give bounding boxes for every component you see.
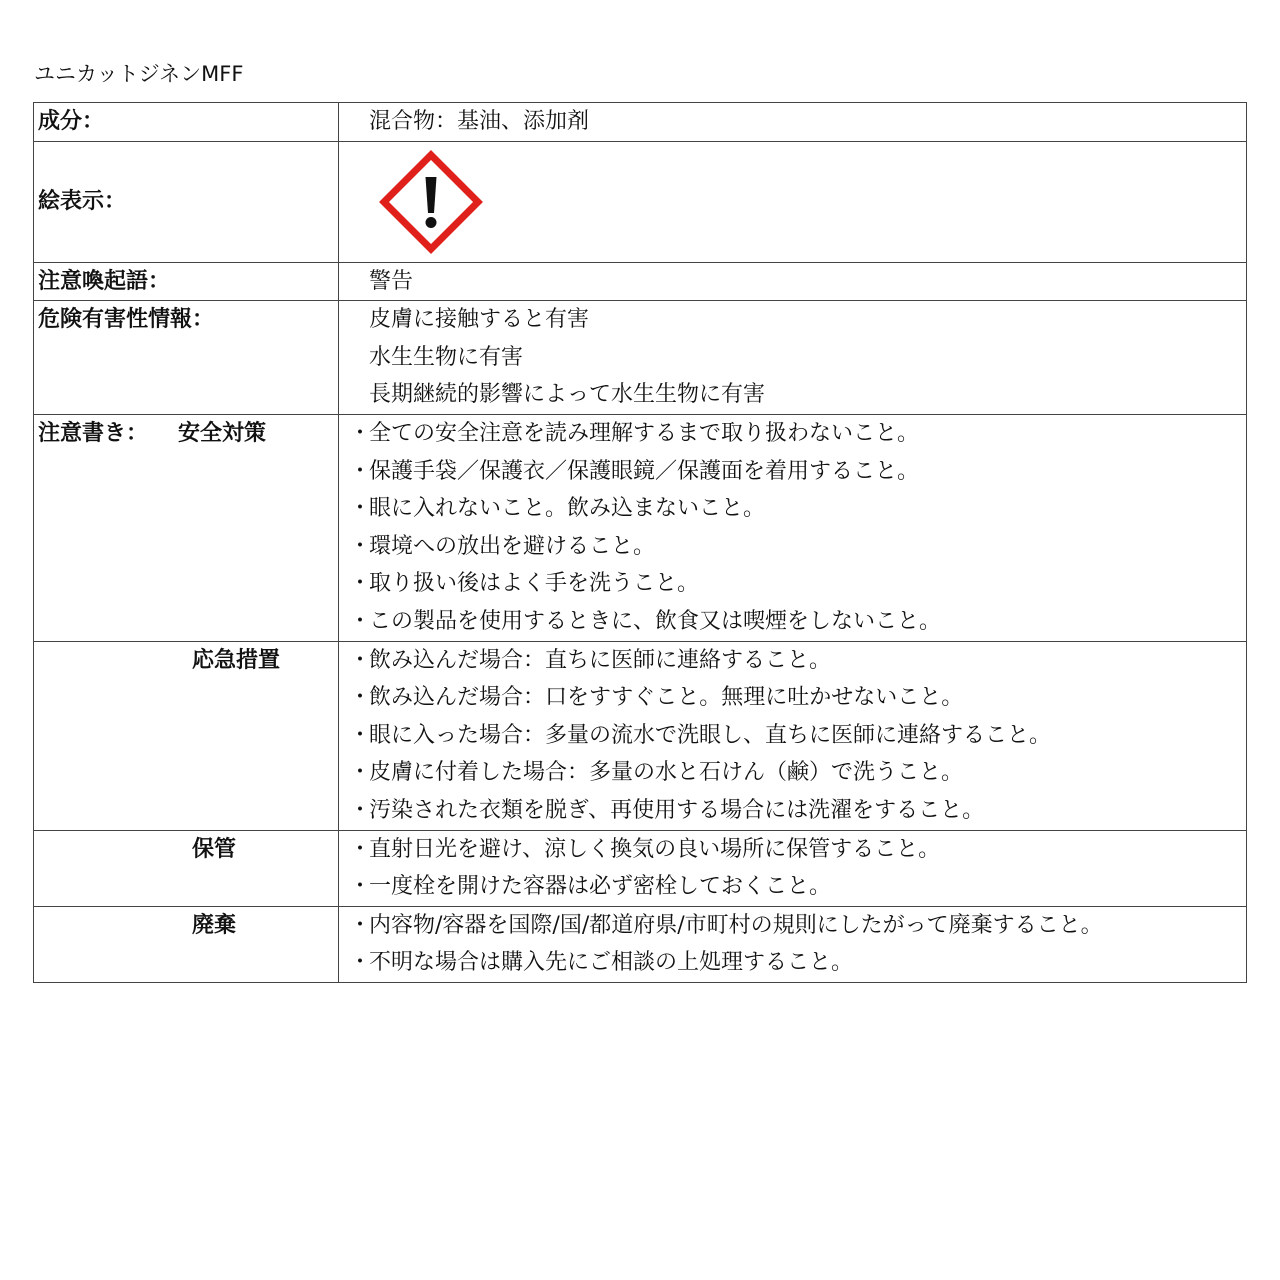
ingredients-label: 成分： xyxy=(34,103,339,142)
hazard-statement: 水生生物に有害 xyxy=(369,344,524,370)
storage-list xyxy=(339,830,1247,906)
hazard-statement: 長期継続的影響によって水生生物に有害 xyxy=(369,382,766,408)
precaution-statement: ・内容物/容器を国際/国/都道府県/市町村の規則にしたがって廃棄すること。 xyxy=(349,912,1103,938)
precaution-statement: ・保護手袋／保護衣／保護眼鏡／保護面を着用すること。 xyxy=(349,458,920,484)
hazard-info-list xyxy=(339,301,1247,415)
precaution-disposal-row xyxy=(34,906,1247,982)
precaution-statement: ・皮膚に付着した場合：多量の水と石けん（鹸）で洗うこと。 xyxy=(349,760,964,786)
precaution-statement: ・汚染された衣類を脱ぎ、再使用する場合には洗濯をすること。 xyxy=(349,797,985,823)
precaution-statement: ・この製品を使用するときに、飲食又は喫煙をしないこと。 xyxy=(349,608,942,634)
signal-word-label: 注意喚起語： xyxy=(34,262,339,301)
document-title: ユニカットジネンMFF xyxy=(34,62,244,86)
hazard-statement: 皮膚に接触すると有害 xyxy=(369,307,590,333)
precaution-statement: ・不明な場合は購入先にご相談の上処理すること。 xyxy=(349,950,854,976)
disposal-label: 廃棄 xyxy=(34,906,339,982)
precaution-statement: ・環境への放出を避けること。 xyxy=(349,533,656,559)
pictogram-row xyxy=(34,141,1247,262)
ingredients-row xyxy=(34,103,1247,142)
hazard-info-label: 危険有害性情報： xyxy=(34,301,339,415)
sds-table xyxy=(33,102,1247,983)
safety-measures-label: 安全対策 xyxy=(178,420,267,446)
signal-word-value: 警告 xyxy=(339,262,1247,301)
precautions-label: 注意書き： xyxy=(38,420,149,446)
precaution-statement: ・取り扱い後はよく手を洗うこと。 xyxy=(349,571,700,597)
precaution-statement: ・飲み込んだ場合：口をすすぐこと。無理に吐かせないこと。 xyxy=(349,685,964,711)
emergency-response-label: 応急措置 xyxy=(34,641,339,830)
precaution-statement: ・眼に入った場合：多量の流水で洗眼し、直ちに医師に連絡すること。 xyxy=(349,722,1052,748)
precaution-emergency-row xyxy=(34,641,1247,830)
hazard-info-row xyxy=(34,301,1247,415)
exclamation-mark-hazard-icon xyxy=(379,150,483,254)
precaution-statement: ・眼に入れないこと。飲み込まないこと。 xyxy=(349,496,766,522)
precaution-storage-row xyxy=(34,830,1247,906)
precaution-safety-row xyxy=(34,414,1247,641)
precaution-statement: ・一度栓を開けた容器は必ず密栓しておくこと。 xyxy=(349,874,832,900)
pictogram-cell xyxy=(339,141,1247,262)
precaution-statement: ・直射日光を避け、涼しく換気の良い場所に保管すること。 xyxy=(349,836,941,862)
disposal-list xyxy=(339,906,1247,982)
precaution-safety-label-cell xyxy=(34,414,339,641)
precaution-statement: ・全ての安全注意を読み理解するまで取り扱わないこと。 xyxy=(349,420,920,446)
safety-measures-list xyxy=(339,414,1247,641)
pictogram-label: 絵表示： xyxy=(34,141,339,262)
signal-word-row xyxy=(34,262,1247,301)
precaution-statement: ・飲み込んだ場合：直ちに医師に連絡すること。 xyxy=(349,647,832,673)
storage-label: 保管 xyxy=(34,830,339,906)
emergency-response-list xyxy=(339,641,1247,830)
ingredients-value: 混合物：基油、添加剤 xyxy=(339,103,1247,142)
